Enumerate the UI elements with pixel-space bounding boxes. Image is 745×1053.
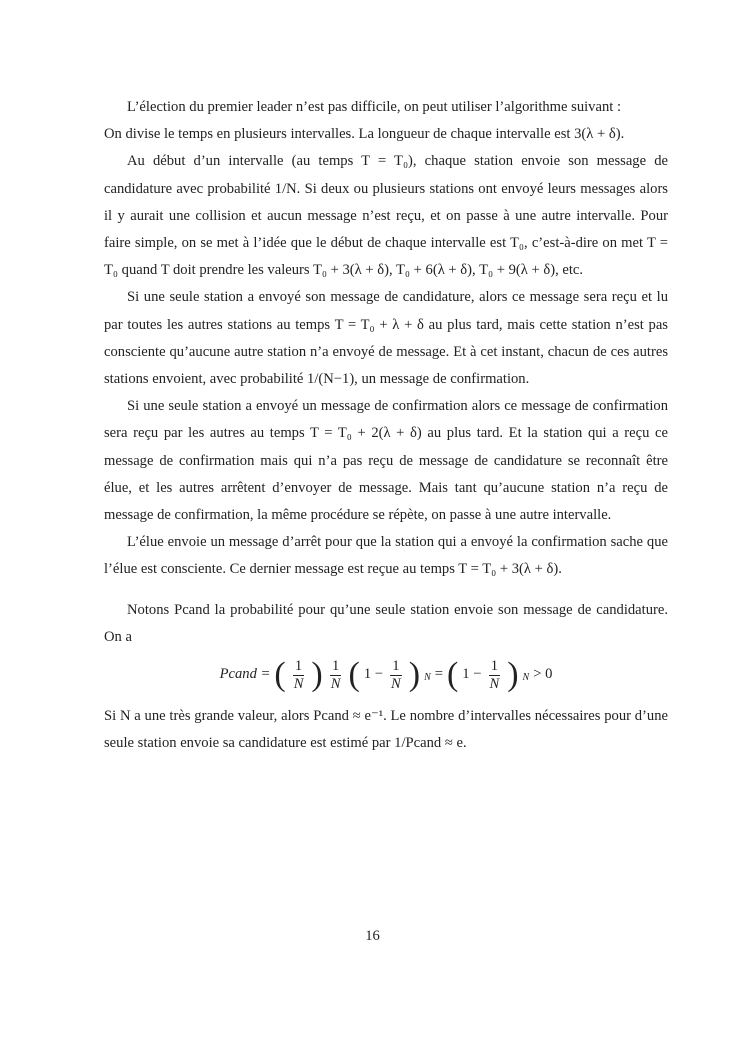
fraction-one-over-n-4 [487, 658, 501, 693]
fraction-numerator-2: 1 [331, 657, 340, 674]
fraction-one-over-n-2 [329, 658, 343, 693]
right-paren: ) [311, 656, 323, 694]
fraction-denominator-4: N [489, 675, 500, 692]
display-equation [104, 647, 668, 703]
right-paren-3: ) [507, 656, 519, 694]
one-minus-term-2: 1 − [462, 666, 482, 683]
left-paren-2: ( [348, 656, 360, 694]
fraction-numerator-4: 1 [490, 657, 498, 674]
fraction-denominator: N [293, 675, 304, 692]
fraction-denominator-2: N [330, 675, 341, 692]
paragraph-2: On divise le temps en plusieurs intervalles. La longueur de chaque intervalle est 3(λ + δ). [104, 126, 625, 143]
right-paren-2: ) [408, 656, 421, 694]
page-number: 16 [365, 928, 380, 944]
paragraph-3: Au début d’un intervalle (au temps T = T₀), chaque station envoie son message de candidature avec probabilité 1/N. Si deux ou plusieurs stations ont envoyé leurs messages alors il y aurait une collision et aucun message n’est reçu, et on passe à une autre intervalle. Pour faire simple, on se met à l’idée que le début de chaque intervalle est T₀, c’est-à-dire on met T = T₀ quand T doit prendre les valeurs T₀ + 3(λ + δ), T₀ + 6(λ + δ), T₀ + 9(λ + δ), etc. [104, 153, 668, 279]
left-paren-3: ( [446, 656, 459, 694]
one-minus-term: 1 − [363, 666, 383, 683]
paragraph-4: Si une seule station a envoyé son message de candidature, alors ce message sera reçu et lu par toutes les autres stations au temps T = T₀ + λ + δ au plus tard, mais cette station n’est pas consciente qu’aucune autre station n’a envoyé de message. Et à cet instant, chacun de ces autres stations envoient, avec probabilité 1/(N−1), un message de confirmation. [104, 289, 668, 388]
equals-sign: = [434, 666, 443, 683]
paragraph-6: L’élue envoie un message d’arrêt pour que la station qui a envoyé la confirmation sache que l’élue est consciente. Ce dernier message est reçue au temps T = T₀ + 3(λ + δ). [104, 534, 668, 578]
equation-lhs: Pcand = [219, 666, 271, 683]
left-paren: ( [274, 656, 286, 694]
paragraph-1: L’élection du premier leader n’est pas difficile, on peut utiliser l’algorithme suivant : [127, 99, 622, 115]
paragraph-5: Si une seule station a envoyé un message de confirmation alors ce message de confirmation sera reçu par les autres au temps T = T₀ + 2(λ + δ) au plus tard. Et la station qui a reçu ce message de confirmation mais qui n’a pas reçu de message de candidature se reconnaît être élue, et les autres arrêtent d’envoyer de message. Mais tant qu’aucune station n’a reçu de message de confirmation, la même procédure se répète, on passe à une autre intervalle. [104, 398, 668, 524]
fraction-numerator: 1 [294, 657, 303, 674]
fraction-numerator-3: 1 [392, 657, 400, 674]
paragraph-conclusion: Si N a une très grande valeur, alors Pcand ≈ e⁻¹. Le nombre d’intervalles nécessaires pour d’une seule station envoie sa candidature est estimé par 1/Pcand ≈ e. [104, 708, 668, 752]
fraction-one-over-n [292, 658, 306, 693]
section-gap [104, 584, 668, 597]
paragraph-intro-pcand: Notons Pcand la probabilité pour qu’une seule station envoie son message de candidature. On a [104, 601, 668, 645]
exponent-n: N [424, 671, 431, 683]
fraction-one-over-n-3 [389, 658, 403, 693]
exponent-n-2: N [522, 671, 530, 683]
document-body [104, 94, 668, 757]
fraction-denominator-3: N [391, 675, 401, 692]
equation-tail: > 0 [533, 666, 553, 683]
